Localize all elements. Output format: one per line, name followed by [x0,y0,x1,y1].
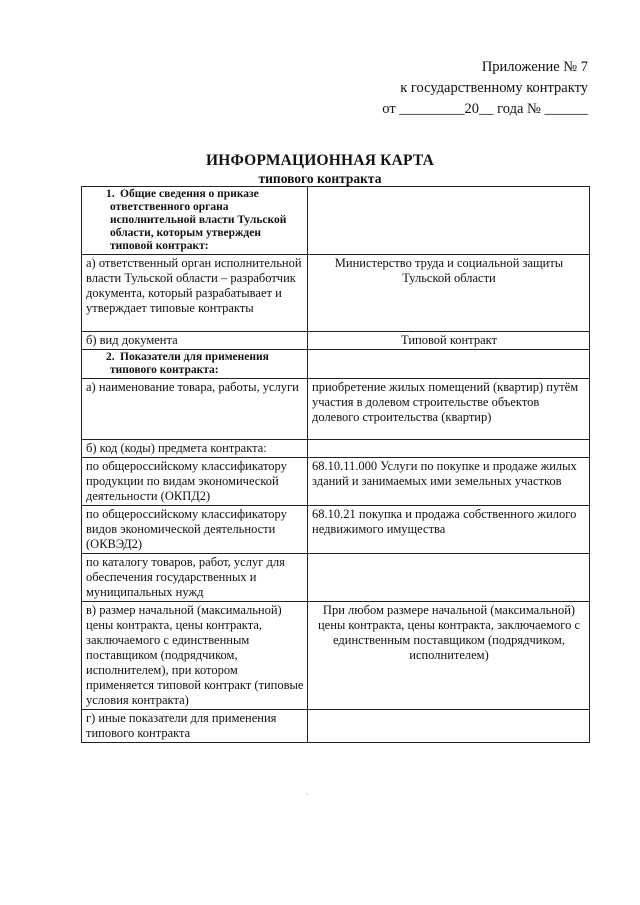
table-row [82,255,590,332]
row-value: приобретение жилых помещений (квартир) путём участия в долевом строительстве объектов долевого строительства (квартир) [308,379,590,440]
empty-cell [308,350,590,379]
empty-cell [308,187,590,255]
appendix-contract-ref: к государственному контракту [400,80,588,96]
row-label: б) код (коды) предмета контракта: [82,440,308,458]
row-label: б) вид документа [82,332,308,350]
table-row [82,187,590,255]
empty-cell [308,554,590,602]
section-number: 1. [106,188,115,200]
row-value: При любом размере начальной (максимальной) цены контракта, цены контракта, заключаемого с единственным поставщиком (подрядчиком, исполнителем) [308,602,590,710]
appendix-header [382,57,588,120]
row-value: Министерство труда и социальной защиты Тульской области [308,255,590,332]
scan-speck: · [306,790,309,799]
table-row [82,506,590,554]
section-title: Показатели для применения типового контракта: [110,351,269,376]
title-sub: типового контракта [258,171,382,186]
row-label: г) иные показатели для применения типового контракта [82,710,308,743]
document-title [0,151,640,187]
table-row [82,602,590,710]
table-row [82,440,590,458]
info-table [81,186,590,743]
empty-cell [308,440,590,458]
empty-cell [308,710,590,743]
section-number: 2. [106,351,115,363]
row-label: по каталогу товаров, работ, услуг для обеспечения государственных и муниципальных нужд [82,554,308,602]
row-value: 68.10.11.000 Услуги по покупке и продаже жилых зданий и занимаемых ими земельных участков [308,458,590,506]
row-value: Типовой контракт [308,332,590,350]
table-row [82,458,590,506]
section-title: Общие сведения о приказе ответственного органа исполнительной власти Тульской области, которым утвержден типовой контракт: [110,188,287,252]
table-row [82,379,590,440]
title-main: ИНФОРМАЦИОННАЯ КАРТА [205,152,435,169]
table-row [82,710,590,743]
row-label: а) ответственный орган исполнительной власти Тульской области – разработчик документа, который разрабатывает и утверждает типовые контракты [82,255,308,332]
row-label: по общероссийскому классификатору видов экономической деятельности (ОКВЭД2) [82,506,308,554]
row-label: а) наименование товара, работы, услуги [82,379,308,440]
row-value: 68.10.21 покупка и продажа собственного жилого недвижимого имущества [308,506,590,554]
table-row [82,350,590,379]
row-label: в) размер начальной (максимальной) цены контракта, цены контракта, заключаемого с единственным поставщиком (подрядчиком, исполнителем), при котором применяется типовой контракт (типовые условия контракта) [82,602,308,710]
row-label: по общероссийскому классификатору продукции по видам экономической деятельности (ОКПД2) [82,458,308,506]
table-row [82,332,590,350]
section-1-heading [82,187,308,255]
section-2-heading [82,350,308,379]
table-row [82,554,590,602]
appendix-date-number: от _________20__ года № ______ [382,101,588,117]
appendix-number: Приложение № 7 [481,59,588,75]
